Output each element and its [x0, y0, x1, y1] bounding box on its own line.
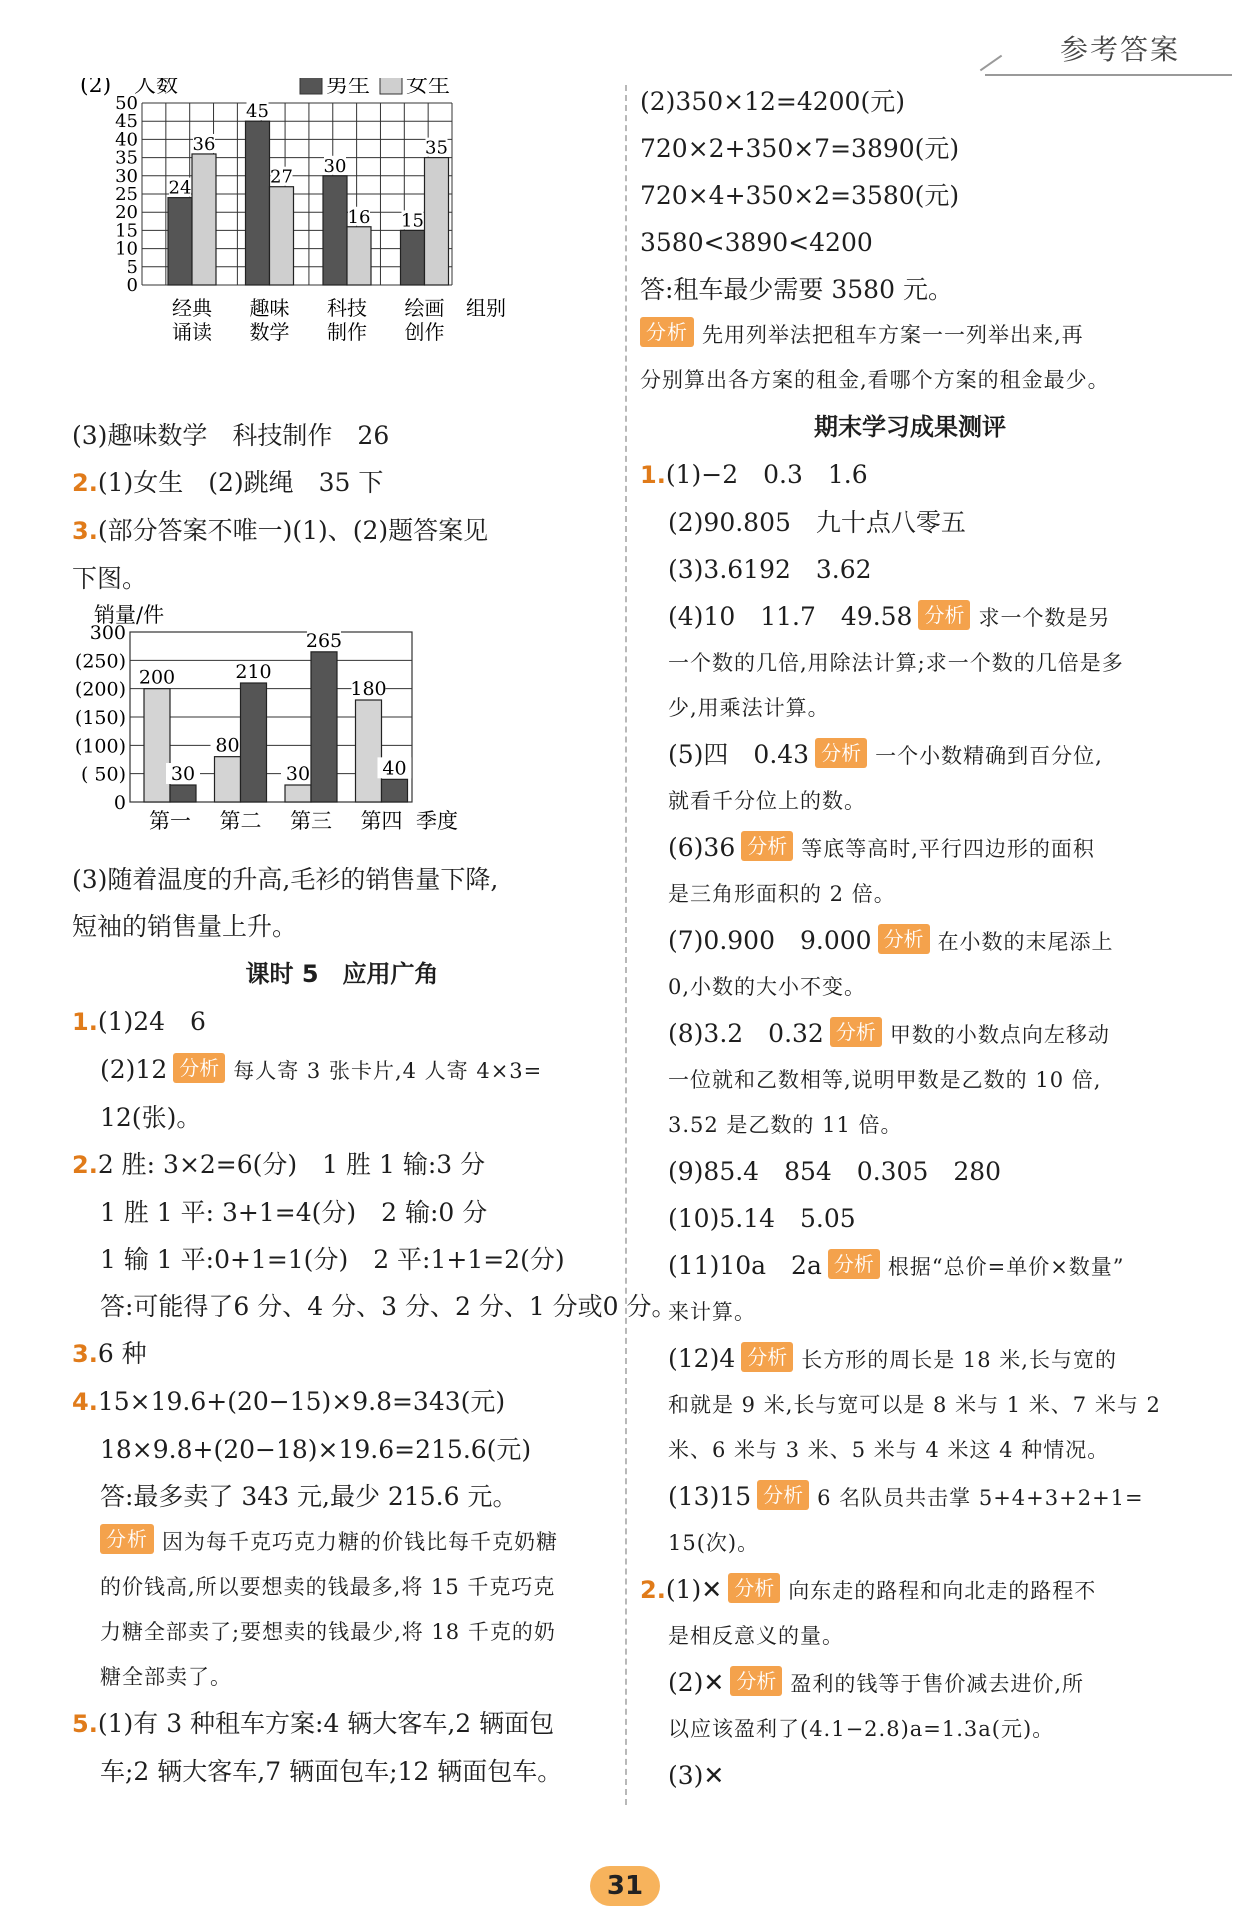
left-column — [72, 78, 677, 1795]
y-axis-title: 销量/件 — [94, 603, 165, 627]
category-label: 第四 — [360, 809, 403, 833]
answer-with-analysis — [640, 1010, 1180, 1058]
chart-2-box — [72, 602, 612, 856]
answer-line: (3)随着温度的升高,毛衫的销售量下降, — [72, 865, 499, 894]
analysis-tag: 分析 — [640, 317, 694, 347]
column-divider — [625, 85, 627, 1805]
answer-line: 12(张)。 — [100, 1103, 202, 1132]
bar-girls — [270, 187, 294, 285]
data-label: 180 — [350, 678, 387, 700]
analysis-text: 每人寄 3 张卡片,4 人寄 4×3= — [233, 1059, 543, 1083]
question-2 — [72, 459, 612, 507]
category-label: 科技 — [327, 296, 367, 320]
answer-text: (1)女生 (2)跳绳 35 下 — [97, 468, 384, 497]
answer-line: (9)85.4 854 0.305 280 — [668, 1157, 1002, 1186]
bar-light — [356, 700, 382, 802]
answer-text: 6 种 — [97, 1339, 147, 1368]
bar-dark — [170, 785, 196, 802]
answer-with-analysis — [640, 593, 1180, 641]
y-tick-label: 35 — [115, 147, 138, 169]
bar-boys — [246, 121, 270, 285]
analysis-line — [72, 1520, 612, 1565]
y-tick-label: (250) — [74, 650, 126, 673]
analysis-line: 0,小数的大小不变。 — [668, 975, 867, 999]
y-tick-label: ( 50) — [80, 763, 126, 786]
answer-text: (1)−2 0.3 1.6 — [665, 460, 868, 489]
answer-text: 2 胜: 3×2=6(分) 1 胜 1 输:3 分 — [97, 1150, 486, 1179]
category-label: 创作 — [404, 320, 445, 344]
analysis-line: 来计算。 — [668, 1300, 756, 1324]
analysis-line: 是相反意义的量。 — [668, 1624, 844, 1648]
answer-line: 答:可能得了6 分、4 分、3 分、2 分、1 分或0 分。 — [100, 1292, 677, 1321]
answer-with-analysis — [72, 1046, 612, 1094]
bar-light — [285, 785, 311, 802]
bar-girls — [425, 158, 449, 285]
bar-dark — [382, 779, 408, 802]
bar-boys — [323, 176, 347, 285]
lesson-question-4 — [72, 1378, 612, 1426]
category-label: 第三 — [290, 809, 332, 833]
legend-label: 女生 — [406, 78, 451, 98]
answer-line: (2)90.805 九十点八零五 — [668, 508, 966, 537]
answer-text: (1)24 6 — [97, 1007, 206, 1036]
x-axis-title: 季度 — [416, 809, 458, 833]
category-label: 第一 — [149, 809, 191, 833]
legend-swatch — [380, 78, 402, 94]
lesson-question-3 — [72, 1330, 612, 1378]
answer-with-analysis — [640, 824, 1180, 872]
question-number: 1. — [72, 1008, 98, 1036]
analysis-line: 糖全部卖了。 — [100, 1665, 232, 1689]
test-question-1 — [640, 451, 1180, 499]
analysis-tag: 分析 — [741, 831, 793, 861]
category-label: 数学 — [249, 320, 290, 344]
answer-line: (10)5.14 5.05 — [668, 1204, 856, 1233]
analysis-tag: 分析 — [815, 738, 867, 768]
y-tick-label: (200) — [74, 678, 126, 701]
chart-2-svg — [72, 602, 612, 852]
analysis-text: 向东走的路程和向北走的路程不 — [788, 1579, 1097, 1603]
analysis-text: 甲数的小数点向左移动 — [889, 1023, 1110, 1047]
analysis-line: 少,用乘法计算。 — [668, 696, 830, 720]
bar-dark — [241, 683, 267, 802]
header-decoration — [980, 55, 1002, 72]
bar-light — [215, 757, 241, 802]
answer-text: (1)✕ — [665, 1575, 723, 1604]
category-label: 第二 — [219, 809, 262, 833]
answer-line: 下图。 — [72, 564, 148, 593]
section-title: 课时 5 应用广角 — [245, 960, 439, 988]
category-label: 诵读 — [172, 320, 212, 344]
question-number: 1. — [640, 461, 666, 489]
lesson-question-1 — [72, 998, 612, 1046]
test-question-2 — [640, 1566, 1180, 1614]
y-tick-label: 15 — [115, 220, 138, 242]
legend-swatch — [300, 78, 322, 94]
y-tick-label: (150) — [74, 707, 126, 729]
analysis-text: 一个小数精确到百分位, — [875, 744, 1103, 768]
bar-boys — [168, 198, 192, 285]
category-label: 制作 — [327, 320, 367, 344]
data-label: 16 — [347, 206, 371, 228]
analysis-tag: 分析 — [100, 1524, 154, 1554]
y-tick-label: 10 — [115, 238, 138, 260]
answer-text: (11)10a 2a — [668, 1251, 822, 1280]
analysis-line: 力糖全部卖了;要想卖的钱最少,将 18 千克的奶 — [100, 1620, 556, 1644]
answer-line: 720×2+350×7=3890(元) — [640, 134, 960, 163]
question-3 — [72, 507, 612, 555]
analysis-tag: 分析 — [828, 1249, 880, 1279]
answer-text: (5)四 0.43 — [668, 740, 810, 769]
y-tick-label: (100) — [74, 735, 126, 758]
data-label: 15 — [401, 210, 424, 232]
data-label: 30 — [323, 155, 347, 177]
bar-dark — [311, 652, 337, 802]
answer-line: 答:租车最少需要 3580 元。 — [640, 275, 953, 304]
analysis-tag: 分析 — [741, 1342, 793, 1372]
answer-line: 短袖的销售量上升。 — [72, 912, 298, 941]
analysis-line: 是三角形面积的 2 倍。 — [668, 882, 896, 906]
answer-line: 720×4+350×2=3580(元) — [640, 181, 960, 210]
answer-line: 1 胜 1 平: 3+1=4(分) 2 输:0 分 — [100, 1198, 488, 1227]
y-tick-label: 300 — [89, 622, 126, 644]
question-number: 3. — [72, 1340, 98, 1368]
data-label: 200 — [138, 666, 176, 689]
answer-line: (3)3.6192 3.62 — [668, 555, 872, 584]
answer-line: 车;2 辆大客车,7 辆面包车;12 辆面包车。 — [100, 1757, 563, 1786]
answer-line: 3580<3890<4200 — [640, 228, 873, 257]
chart-1-label: (2) — [80, 78, 112, 98]
data-label: 30 — [170, 763, 196, 785]
analysis-line: 米、6 米与 3 米、5 米与 4 米这 4 种情况。 — [668, 1438, 1110, 1462]
analysis-tag: 分析 — [918, 600, 970, 630]
bar-girls — [347, 227, 371, 285]
answer-text: (6)36 — [668, 833, 736, 862]
header-rule — [985, 74, 1232, 76]
data-label: 24 — [168, 177, 192, 199]
question-number: 2. — [72, 1151, 98, 1179]
answer-text: 15×19.6+(20−15)×9.8=343(元) — [97, 1387, 506, 1416]
analysis-text: 等底等高时,平行四边形的面积 — [801, 837, 1095, 861]
question-number: 3. — [72, 517, 98, 545]
analysis-line: 和就是 9 米,长与宽可以是 8 米与 1 米、7 米与 2 — [668, 1393, 1161, 1417]
y-tick-label: 45 — [115, 111, 138, 133]
page-number: 31 — [590, 1866, 660, 1906]
y-tick-label: 50 — [115, 93, 138, 114]
lesson-question-2 — [72, 1141, 612, 1189]
chart-1-box — [72, 78, 612, 412]
bar-light — [144, 689, 170, 802]
bar-girls — [192, 154, 216, 285]
data-label: 265 — [305, 629, 343, 652]
analysis-line — [640, 313, 1180, 358]
answer-line: 18×9.8+(20−18)×19.6=215.6(元) — [100, 1435, 532, 1464]
answer-with-analysis — [640, 731, 1180, 779]
answer-text: (13)15 — [668, 1482, 752, 1511]
answer-line: 1 输 1 平:0+1=1(分) 2 平:1+1=2(分) — [100, 1245, 565, 1274]
analysis-text: 先用列举法把租车方案一一列举出来,再 — [702, 323, 1084, 347]
answer-text: (12)4 — [668, 1344, 736, 1373]
analysis-line: 就看千分位上的数。 — [668, 789, 866, 813]
analysis-line: 一个数的几倍,用除法计算;求一个数的几倍是多 — [668, 651, 1124, 675]
data-label: 30 — [285, 763, 311, 785]
data-label: 36 — [192, 133, 216, 155]
analysis-text: 盈利的钱等于售价减去进价,所 — [790, 1672, 1085, 1696]
answer-text: (2)✕ — [668, 1668, 725, 1697]
category-label: 经典 — [172, 296, 212, 320]
analysis-tag: 分析 — [173, 1053, 225, 1083]
question-number: 2. — [640, 1576, 666, 1604]
analysis-text: 求一个数是另 — [978, 606, 1111, 630]
analysis-tag: 分析 — [878, 924, 930, 954]
answer-text: (7)0.900 9.000 — [668, 926, 872, 955]
chart-1-svg — [72, 78, 612, 408]
analysis-tag: 分析 — [830, 1017, 882, 1047]
analysis-text: 根据“总价=单价×数量” — [887, 1255, 1125, 1279]
answer-text: (2)12 — [100, 1055, 168, 1084]
right-column — [640, 78, 1180, 1799]
y-tick-label: 0 — [126, 275, 138, 296]
y-tick-label: 20 — [115, 202, 138, 224]
analysis-text: 6 名队员共击掌 5+4+3+2+1= — [817, 1486, 1144, 1510]
y-tick-label: 25 — [115, 184, 138, 205]
question-number: 2. — [72, 469, 98, 497]
answer-text: (部分答案不唯一)(1)、(2)题答案见 — [97, 516, 489, 545]
answer-text: (8)3.2 0.32 — [668, 1019, 824, 1048]
y-tick-label: 30 — [115, 165, 138, 187]
answer-with-analysis — [640, 1242, 1180, 1290]
y-tick-label: 5 — [126, 256, 138, 278]
category-label: 绘画 — [404, 296, 445, 320]
answer-with-analysis — [640, 917, 1180, 965]
legend-label: 男生 — [326, 78, 371, 98]
y-tick-label: 0 — [113, 792, 126, 814]
data-label: 40 — [382, 757, 407, 780]
analysis-text: 长方形的周长是 18 米,长与宽的 — [801, 1348, 1117, 1372]
analysis-text: 因为每千克巧克力糖的价钱比每千克奶糖 — [162, 1530, 558, 1554]
bar-boys — [401, 230, 425, 285]
analysis-line: 分别算出各方案的租金,看哪个方案的租金最少。 — [640, 368, 1110, 392]
answer-text: (1)有 3 种租车方案:4 辆大客车,2 辆面包 — [97, 1709, 555, 1738]
y-tick-label: 40 — [115, 129, 138, 151]
analysis-tag: 分析 — [728, 1573, 780, 1603]
lesson-question-5 — [72, 1700, 612, 1748]
data-label: 27 — [270, 166, 293, 188]
answer-with-analysis — [640, 1473, 1180, 1521]
analysis-tag: 分析 — [757, 1480, 809, 1510]
answer-line: (3)✕ — [668, 1761, 725, 1790]
question-number: 4. — [72, 1388, 98, 1416]
question-number: 5. — [72, 1710, 98, 1738]
data-label: 210 — [235, 661, 272, 683]
analysis-text: 在小数的末尾添上 — [937, 930, 1114, 954]
analysis-line: 一位就和乙数相等,说明甲数是乙数的 10 倍, — [668, 1068, 1102, 1092]
category-label: 趣味 — [249, 296, 290, 320]
analysis-tag: 分析 — [730, 1666, 782, 1696]
y-axis-title: 人数 — [134, 78, 179, 98]
answer-with-analysis — [640, 1659, 1180, 1707]
analysis-line: 15(次)。 — [668, 1531, 760, 1555]
answer-text: (4)10 11.7 49.58 — [668, 602, 913, 631]
answer-line: (3)趣味数学 科技制作 26 — [72, 421, 390, 450]
analysis-line: 的价钱高,所以要想卖的钱最多,将 15 千克巧克 — [100, 1575, 556, 1599]
analysis-line: 3.52 是乙数的 11 倍。 — [668, 1113, 903, 1137]
data-label: 45 — [246, 101, 269, 123]
data-label: 35 — [425, 137, 448, 159]
answer-line: 答:最多卖了 343 元,最少 215.6 元。 — [100, 1482, 518, 1511]
data-label: 80 — [215, 734, 240, 757]
section-title: 期末学习成果测评 — [814, 413, 1006, 441]
x-axis-title: 组别 — [466, 296, 506, 320]
answer-with-analysis — [640, 1335, 1180, 1383]
header-title: 参考答案 — [1059, 33, 1180, 66]
answer-line: (2)350×12=4200(元) — [640, 87, 905, 116]
analysis-line: 以应该盈利了(4.1−2.8)a=1.3a(元)。 — [668, 1717, 1055, 1741]
